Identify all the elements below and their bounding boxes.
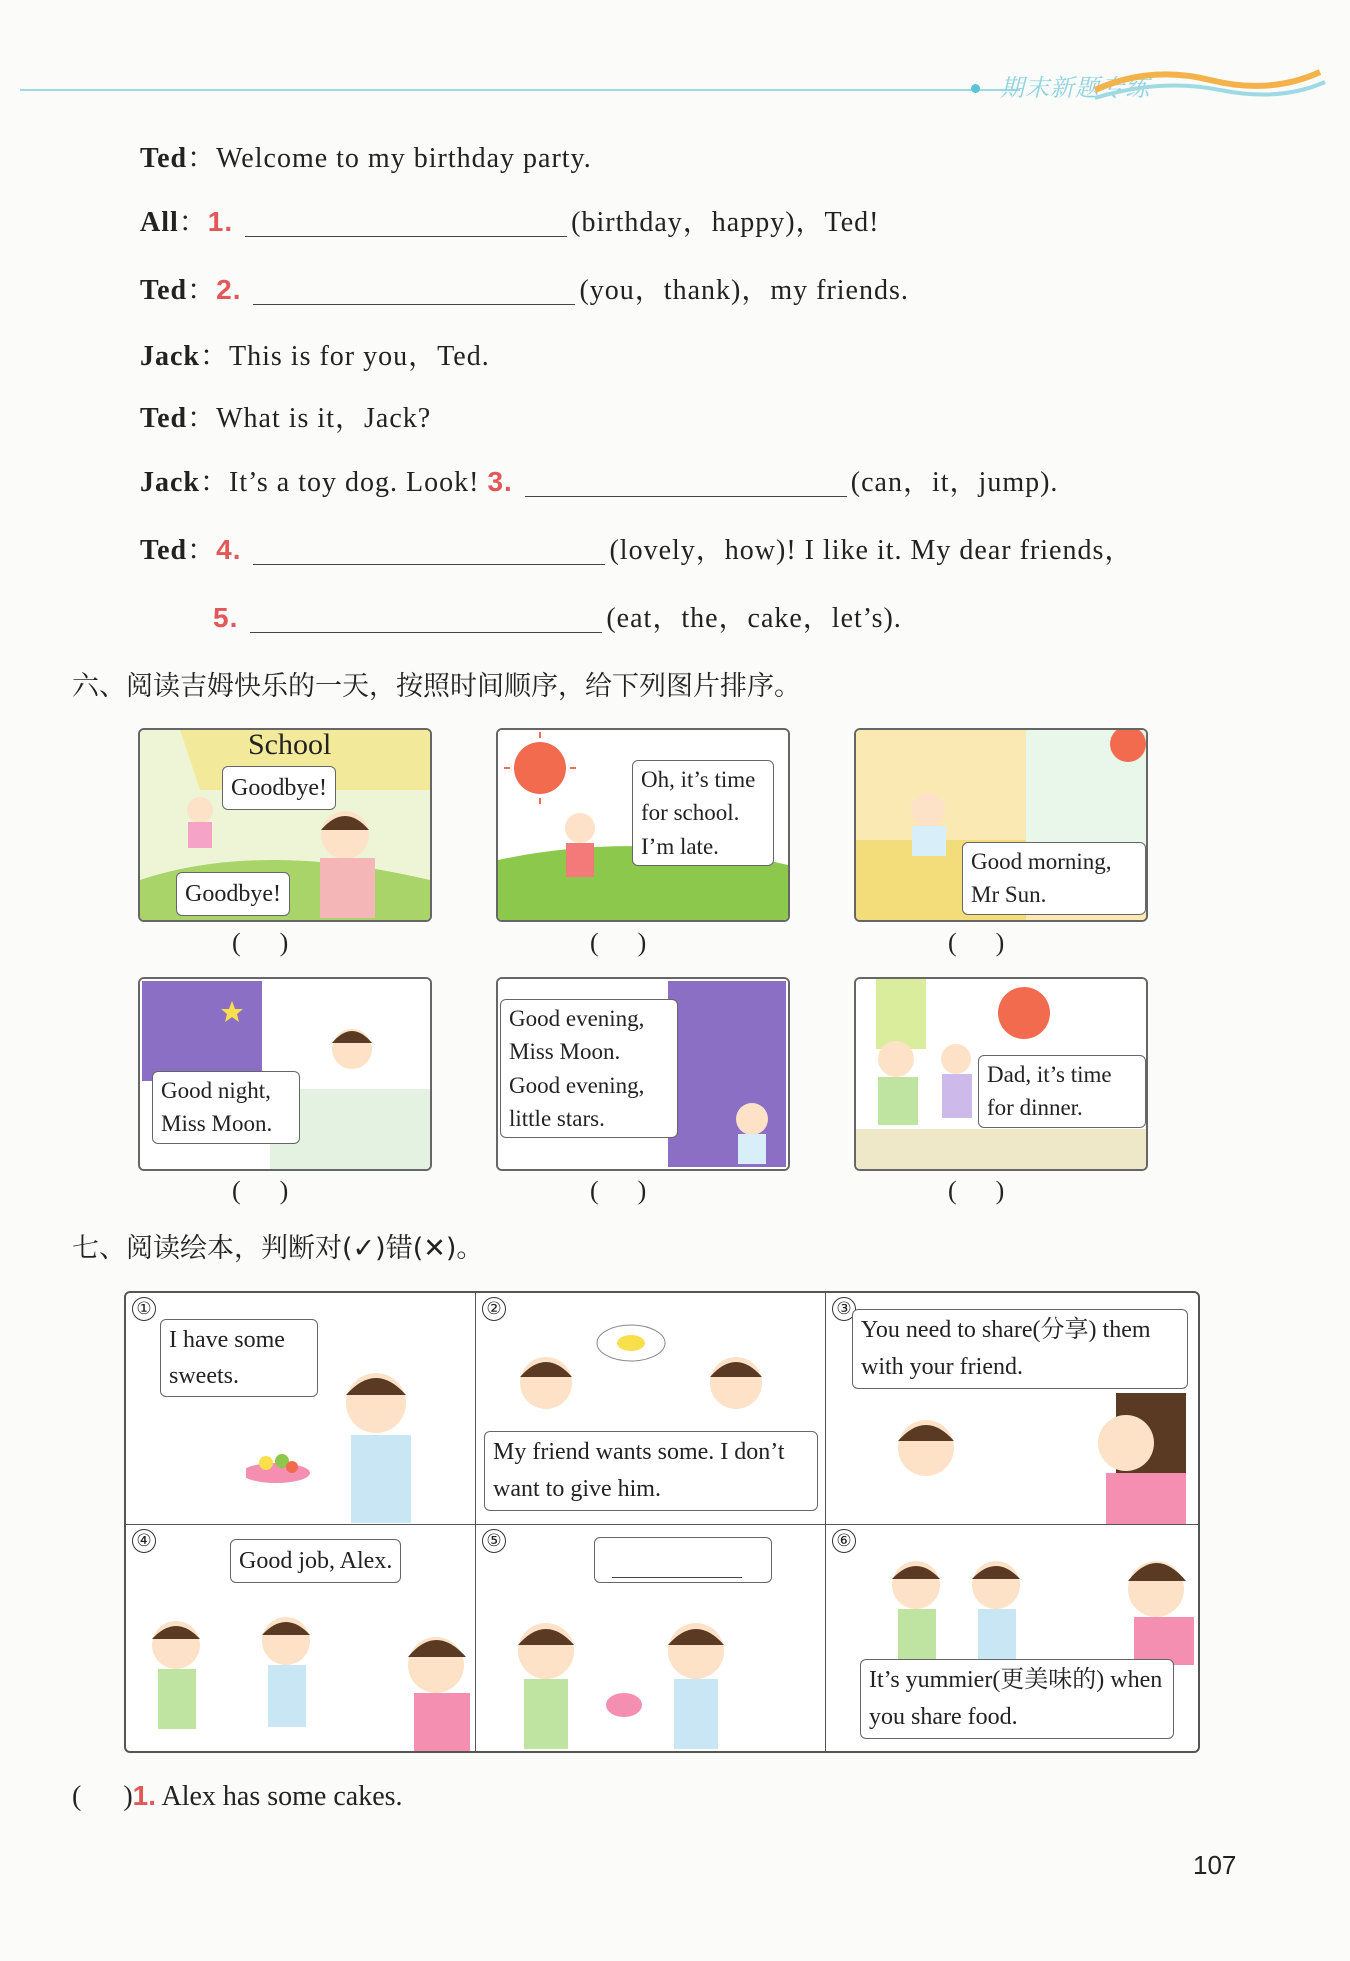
speech-bubble: Good evening, Miss Moon. Good evening, little stars. xyxy=(500,999,678,1138)
speaker: Ted xyxy=(140,143,188,174)
header-rule xyxy=(20,89,1020,91)
boys-sharing-illustration xyxy=(136,1605,476,1751)
speech-bubble: Good job, Alex. xyxy=(230,1539,401,1583)
word-hint: (lovely，how)! I like it. My dear friends， xyxy=(609,535,1134,566)
answer-blank-3[interactable] xyxy=(525,468,847,497)
speech-bubble: Good morning, Mr Sun. xyxy=(962,842,1146,915)
answer-blank-5[interactable] xyxy=(250,604,602,633)
question-number: 2. xyxy=(216,274,242,305)
dialogue-line-7: Ted：4. (lovely，how)! I like it. My dear friends， xyxy=(140,534,1134,566)
comic-panel-3 xyxy=(826,1293,1198,1525)
order-paren-3[interactable]: ( ) xyxy=(948,928,1005,957)
dialogue-line-1: Ted：Welcome to my birthday party. xyxy=(140,143,592,174)
dialogue-text: This is for you，Ted. xyxy=(229,341,490,372)
panel-number: ⑤ xyxy=(482,1529,506,1553)
answer-blank-2[interactable] xyxy=(253,276,575,305)
speech-bubble: I have some sweets. xyxy=(160,1319,318,1397)
speaker: Jack xyxy=(140,341,200,372)
answer-blank-1[interactable] xyxy=(245,208,567,237)
speaker: Ted xyxy=(140,403,188,434)
speech-bubble: Goodbye! xyxy=(222,766,336,810)
word-hint: (can，it，jump). xyxy=(850,467,1059,498)
answer-paren[interactable]: ( ) xyxy=(72,1781,133,1812)
speech-bubble: My friend wants some. I don’t want to give him. xyxy=(484,1431,818,1511)
question-number: 1. xyxy=(132,1780,157,1811)
dialogue-line-2: All：1. (birthday，happy)，Ted! xyxy=(140,206,880,238)
order-paren-4[interactable]: ( ) xyxy=(232,1176,289,1205)
word-hint: (eat，the，cake，let’s). xyxy=(606,603,902,634)
answer-blank-bubble[interactable] xyxy=(612,1577,742,1578)
question-text: Alex has some cakes. xyxy=(161,1781,403,1812)
speech-bubble: Dad, it’s time for dinner. xyxy=(978,1055,1146,1128)
comic-panel-4 xyxy=(126,1525,476,1751)
dialogue-line-3: Ted：2. (you，thank)，my friends. xyxy=(140,274,909,306)
header-swoosh-decoration xyxy=(1090,60,1330,110)
speech-bubble: Oh, it’s time for school. I’m late. xyxy=(632,760,774,866)
question-number: 1. xyxy=(207,206,234,237)
header-dot xyxy=(971,84,980,93)
dialogue-text: Welcome to my birthday party. xyxy=(216,143,592,174)
picture-card-school xyxy=(138,728,432,922)
speech-bubble: You need to share(分享) them with your friend. xyxy=(852,1309,1188,1389)
question-number: 3. xyxy=(487,466,513,497)
picture-book-comic xyxy=(124,1291,1200,1753)
dialogue-text: What is it，Jack? xyxy=(216,403,432,434)
dialogue-line-5: Ted：What is it，Jack? xyxy=(140,403,432,434)
dialogue-text: It’s a toy dog. Look! xyxy=(229,467,480,498)
speech-bubble: Good night, Miss Moon. xyxy=(152,1071,300,1144)
comic-panel-1 xyxy=(126,1293,476,1525)
order-paren-5[interactable]: ( ) xyxy=(590,1176,647,1205)
picture-card-good-morning xyxy=(854,728,1148,922)
order-paren-6[interactable]: ( ) xyxy=(948,1176,1005,1205)
section-7-heading: 七、阅读绘本，判断对(✓)错(✕)。 xyxy=(72,1233,484,1264)
happy-boys-mother-illustration xyxy=(866,1545,1196,1665)
dialogue-line-4: Jack：This is for you，Ted. xyxy=(140,341,490,372)
order-paren-1[interactable]: ( ) xyxy=(232,928,289,957)
word-hint: (you，thank)，my friends. xyxy=(579,275,909,306)
speaker: Jack xyxy=(140,467,200,498)
word-hint: (birthday，happy)，Ted! xyxy=(571,207,880,238)
answer-blank-4[interactable] xyxy=(253,536,605,565)
question-number: 4. xyxy=(216,534,242,565)
dialogue-line-8 xyxy=(213,596,902,636)
dialogue-line-6: Jack：It’s a toy dog. Look! 3. (can，it，jump). xyxy=(140,466,1059,498)
section-6-heading: 六、阅读吉姆快乐的一天，按照时间顺序，给下列图片排序。 xyxy=(72,671,801,702)
mother-and-boy-illustration xyxy=(866,1393,1186,1525)
panel-number: ⑥ xyxy=(832,1529,856,1553)
picture-card-dinner-time xyxy=(854,977,1148,1171)
picture-card-good-night xyxy=(138,977,432,1171)
panel-number: ④ xyxy=(132,1529,156,1553)
speaker: Ted xyxy=(140,275,188,306)
comic-panel-5 xyxy=(476,1525,826,1751)
boys-cupcake-illustration xyxy=(496,1605,816,1751)
picture-card-late-for-school xyxy=(496,728,790,922)
question-1 xyxy=(72,1780,403,1813)
order-paren-2[interactable]: ( ) xyxy=(590,928,647,957)
speech-bubble: Goodbye! xyxy=(176,872,290,916)
header-title: 期末新题专练 xyxy=(1000,74,1150,102)
speaker: Ted xyxy=(140,535,188,566)
speech-bubble: It’s yummier(更美味的) when you share food. xyxy=(860,1659,1174,1739)
comic-panel-6 xyxy=(826,1525,1198,1751)
school-sign: School xyxy=(248,728,332,761)
question-number: 5. xyxy=(213,602,239,633)
comic-panel-2 xyxy=(476,1293,826,1525)
two-boys-thinking-illustration xyxy=(506,1323,806,1433)
panel-number: ③ xyxy=(832,1297,856,1321)
speaker: All xyxy=(140,207,179,238)
page-number: 107 xyxy=(1193,1850,1237,1880)
panel-number: ② xyxy=(482,1297,506,1321)
picture-card-good-evening xyxy=(496,977,790,1171)
panel-number: ① xyxy=(132,1297,156,1321)
